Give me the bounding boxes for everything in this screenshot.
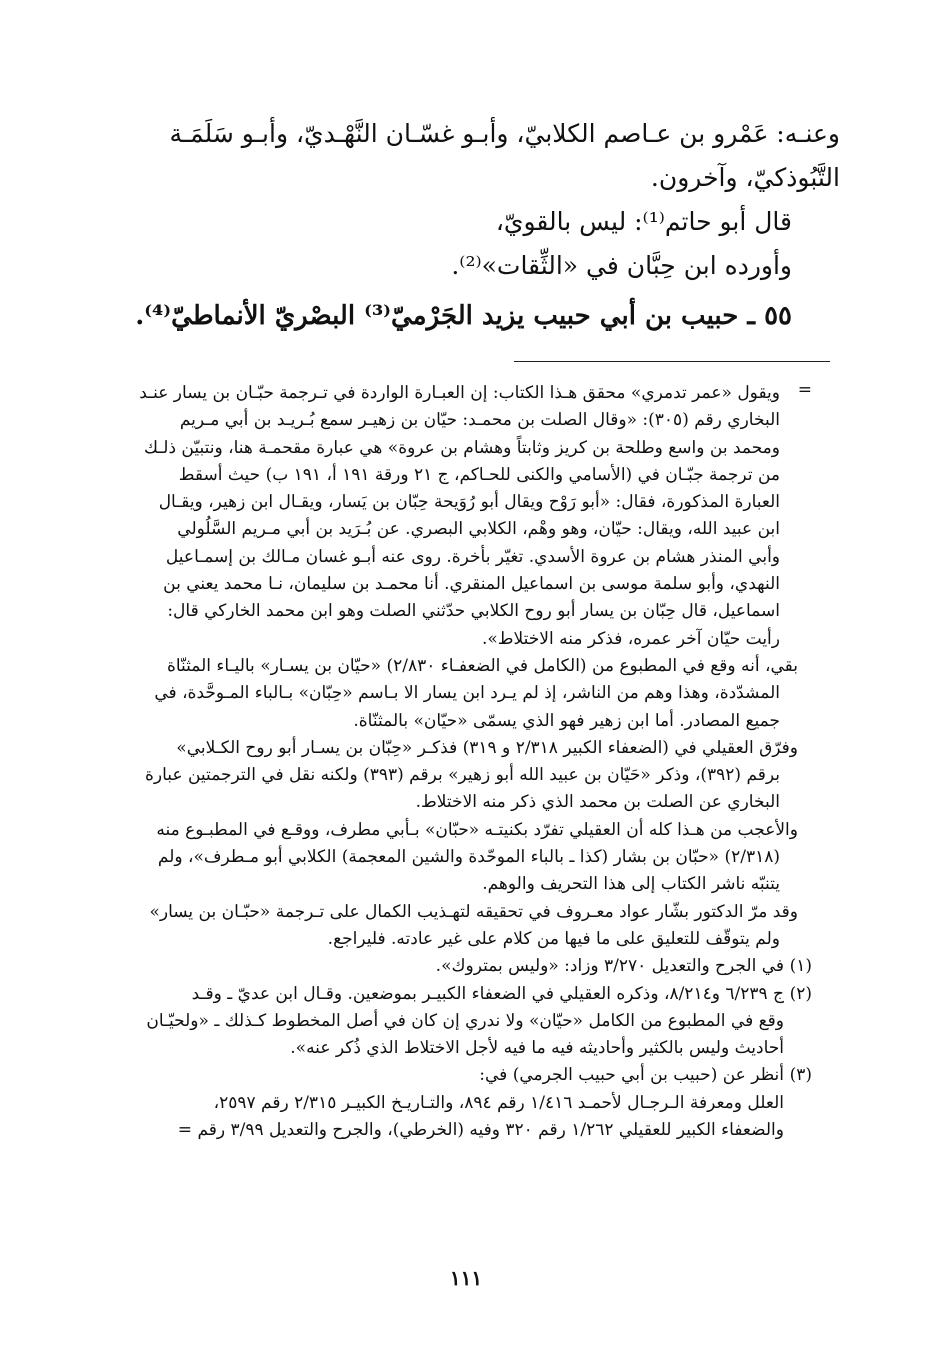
footnote-text: ج ٦/٢٣٩ و٨/٢١٤، وذكره العقيلي في الضعفاء الكبيـر بموضعين. وقـال ابن عديّ ـ وقـد <box>191 983 784 1004</box>
note-line: النهدي، وأبو سلمة موسى بن اسماعيل المنقري. أنا محمـد بن سليمان، نـا محمد يعني بن <box>163 574 780 595</box>
footnotes-section <box>96 380 812 1144</box>
note-line: ومحمد بن واسع وطلحة بن كريز وثابتاً وهشام بن عروة» هي عبارة مقحمـة هنا، ونتبيّن ذلـك <box>143 437 780 458</box>
note-line: جميع المصادر. أما ابن زهير فهو الذي يسمّى «حيّان» بالمثنّاة. <box>353 710 780 731</box>
note-line: من ترجمة جبّـان في (الأسامي والكنى للحـاكم، ج ٢١ ورقة ١٩١ أ، ١٩١ ب) حيث أسقط <box>178 464 780 485</box>
continuation-mark: = <box>797 380 812 400</box>
footnote-line: العلل ومعرفة الـرجـال لأحمـد ١/٤١٦ رقم ٨٩٤، والتـاريـخ الكبيـر ٢/٣١٥ رقم ٢٥٩٧، <box>213 1092 784 1113</box>
note-line: يتنبّه ناشر الكتاب إلى هذا التحريف والوهم. <box>482 874 780 895</box>
footnote-2 <box>96 981 812 1008</box>
main-text <box>96 112 840 338</box>
footnote-1 <box>96 953 812 980</box>
footnote-number: (٣) <box>789 1065 812 1086</box>
note-line: المشدّدة، وهذا وهم من الناشر، إذ لم يـرد ابن يسار الا بـاسم «حِبّان» بـالباء المـوحَّدة، في <box>154 683 780 704</box>
main-line-4: وأورده ابن حِبَّان في «الثِّقات»⁽²⁾. <box>451 251 792 280</box>
note-line: ولم يتوقّف للتعليق على ما فيها من كلام على غير عادته. فليراجع. <box>327 928 780 949</box>
note-line: والأعجب من هـذا كله أن العقيلي تفرّد بكنيتـه «حبّان» بـأبي مطرف، ووقـع في المطبـوع منه <box>156 819 798 840</box>
note-line: وأبي المنذر هشام بن عروة الأسدي. تغيّر بأخرة. روى عنه أبـو غسان مـالك بن إسمـاعيل <box>165 546 780 567</box>
note-line: بقي، أنه وقع في المطبوع من (الكامل في الضعفـاء ٢/٨٣٠) «حيّان بن يسـار» باليـاء المثنّاة <box>166 655 798 676</box>
main-line-1: وعنـه: عَمْرو بن عـاصم الكلابيّ، وأبـو غسّـان النَّهْـديّ، وأبـو سَلَمَـة <box>169 119 840 148</box>
footnote-line: وقع في المطبوع من الكامل «حيّان» ولا ندري إن كان في أصل المخطوط كـذلك ـ «ولحيّـان <box>146 1010 784 1031</box>
note-line: وقد مرّ الدكتور بشّار عواد معـروف في تحقيقه لتهـذيب الكمال على تـرجمة «حبّـان بن يسار» <box>149 901 798 922</box>
note-line: البخاري عن الصلت بن محمد الذي ذكر منه الاختلاط. <box>415 792 780 813</box>
main-line-2: التَّبُوذكيّ، وآخرون. <box>650 163 840 192</box>
footnote-line: أحاديث وليس بالكثير وأحاديثه فيه ما فيه لأجل الاختلاط الذي ذُكر عنه». <box>290 1038 784 1059</box>
note-line: برقم (٣٩٢)، وذكر «حَيّان بن عبيد الله أبو زهير» برقم (٣٩٣) ولكنه نقل في الترجمتين عبارة <box>145 765 780 786</box>
footnote-separator <box>514 361 830 362</box>
note-line: (٢/٣١٨) «حبّان بن بشار (كذا ـ بالباء الموحّدة والشين المعجمة) الكلابي أبو مـطرف»، ولم <box>157 847 780 868</box>
note-line: العبارة المذكورة، فقال: «أبو رَوْح ويقال أبو رُوَيحة حِبّان بن يَسار، ويقـال ابن زهير، ويقـال <box>158 492 780 513</box>
footnote-number: (٢) <box>789 983 812 1004</box>
note-line: البخاري رقم (٣٠٥): «وقال الصلت بن محمـد: حيّان بن زهيـر سمع بُـريـد بن أبي مـريم <box>179 410 780 431</box>
note-line: وفرّق العقيلي في (الضعفاء الكبير ٢/٣١٨ و ٣١٩) فذكـر «حِبّان بن يسـار أبو روح الكـلابي» <box>176 737 798 758</box>
note-line: رأيت حيّان آخر عمره، فذكر منه الاختلاط». <box>481 628 780 649</box>
note-line: ويقول «عمر تدمري» محقق هـذا الكتاب: إن العبـارة الواردة في تـرجمة حبّـان بن يسار عنـد <box>139 383 780 403</box>
footnote-number: (١) <box>789 956 812 977</box>
footnote-text: أنظر عن (حبيب بن أبي حبيب الجرمي) في: <box>479 1065 784 1086</box>
main-line-3: قال أبو حاتم⁽¹⁾: ليس بالقويّ، <box>495 207 792 236</box>
footnote-line: والضعفاء الكبير للعقيلي ١/٢٦٢ رقم ٣٢٠ وفيه (الخرطي)، والجرح والتعديل ٣/٩٩ رقم = <box>177 1120 784 1141</box>
page-number: ١١١ <box>449 1266 483 1290</box>
footnote-text: في الجرح والتعديل ٣/٢٧٠ وزاد: «وليس بمتروك». <box>435 956 784 977</box>
note-line: اسماعيل، قال حِبّان بن يسار أبو روح الكلابي حدّثني الصلت وهو ابن محمد الخاركي قال: <box>167 601 780 622</box>
entry-heading: ٥٥ ـ حبيب بن أبي حبيب يزيد الجَرْميّ⁽³⁾ البصْريّ الأنماطيّ⁽⁴⁾. <box>135 301 792 331</box>
note-line: ابن عبيد الله، ويقال: حيّان، وهو وهْم، الكلابي البصري. عن بُـرَيد بن أبي مـريم السَّلُولي <box>177 519 780 540</box>
footnote-3 <box>96 1062 812 1089</box>
